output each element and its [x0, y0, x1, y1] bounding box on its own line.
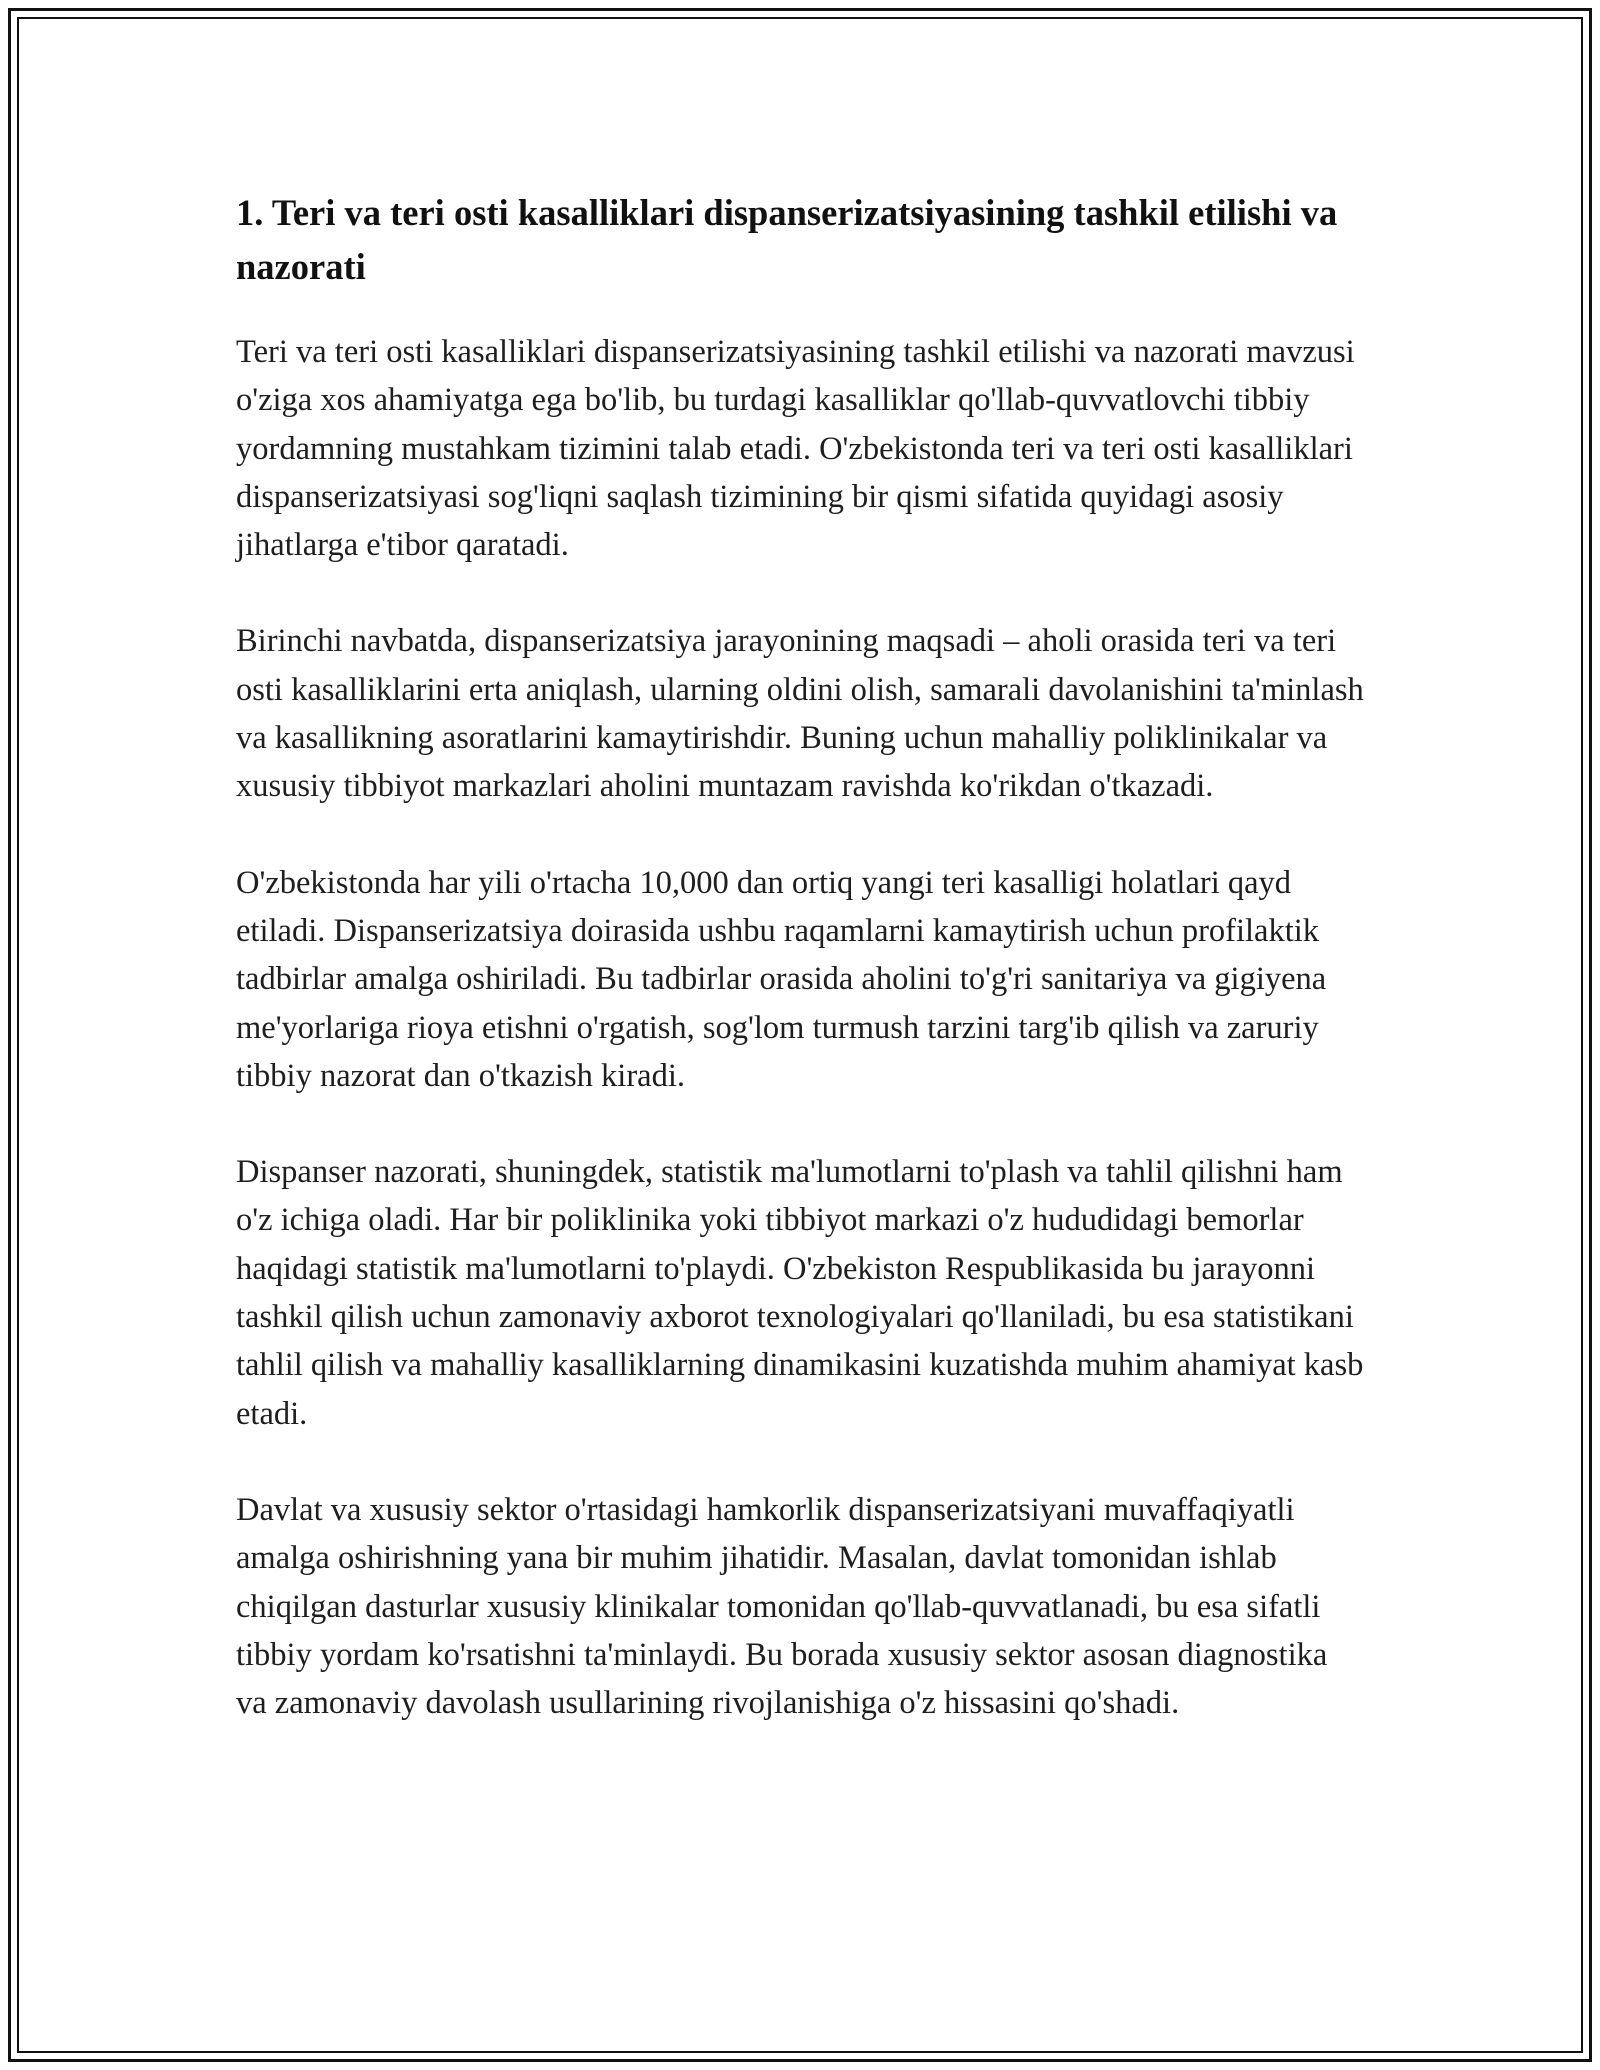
paragraph-4: Dispanser nazorati, shuningdek, statistik ma'lumotlarni to'plash va tahlil qilishni ham o'z ichiga oladi. Har bir poliklinika yoki tibbiyot markazi o'z hududidagi bemorlar haqidagi statistik ma'lumotlarni to'playdi. O'zbekiston Respublikasida bu jarayonni tashkil qilish uchun zamonaviy axborot texnologiyalari qo'llaniladi, bu esa statistikani tahlil qilish va mahalliy kasalliklarning dinamikasini kuzatishda muhim ahamiyat kasb etadi. — [236, 1154, 1364, 1432]
paragraph-5: Davlat va xususiy sektor o'rtasidagi hamkorlik dispanserizatsiyani muvaffaqiyatli amalga oshirishning yana bir muhim jihatidir. Masalan, davlat tomonidan ishlab chiqilgan dasturlar xususiy klinikalar tomonidan qo'llab-quvvatlanadi, bu esa sifatli tibbiy yordam ko'rsatishni ta'minlaydi. Bu borada xususiy sektor asosan diagnostika va zamonaviy davolash usullarining rivojlanishiga o'z hissasini qo'shadi. — [236, 1491, 1328, 1722]
document-body — [236, 186, 1366, 1775]
paragraph-1: Teri va teri osti kasalliklari dispanserizatsiyasining tashkil etilishi va nazorati mavzusi o'ziga xos ahamiyatga ega bo'lib, bu turdagi kasalliklar qo'llab-quvvatlovchi tibbiy yordamning mustahkam tizimini talab etadi. O'zbekistonda teri va teri osti kasalliklari dispanserizatsiyasi sog'liqni saqlash tizimining bir qismi sifatida quyidagi asosiy jihatlarga e'tibor qaratadi. — [236, 334, 1355, 564]
paragraph-3: O'zbekistonda har yili o'rtacha 10,000 dan ortiq yangi teri kasalligi holatlari qayd etiladi. Dispanserizatsiya doirasida ushbu raqamlarni kamaytirish uchun profilaktik tadbirlar amalga oshiriladi. Bu tadbirlar orasida aholini to'g'ri sanitariya va gigiyena me'yorlariga rioya etishni o'rgatish, sog'lom turmush tarzini targ'ib qilish va zaruriy tibbiy nazorat dan o'tkazish kiradi. — [236, 864, 1327, 1094]
document-title: 1. Teri va teri osti kasalliklari dispanserizatsiyasining tashkil etilishi va nazorati — [236, 192, 1338, 287]
paragraph-2: Birinchi navbatda, dispanserizatsiya jarayonining maqsadi – aholi orasida teri va teri osti kasalliklarini erta aniqlash, ularning oldini olish, samarali davolanishini ta'minlash va kasallikning asoratlarini kamaytirishdir. Buning uchun mahalliy poliklinikalar va xususiy tibbiyot markazlari aholini muntazam ravishda ko'rikdan o'tkazadi. — [236, 623, 1364, 805]
